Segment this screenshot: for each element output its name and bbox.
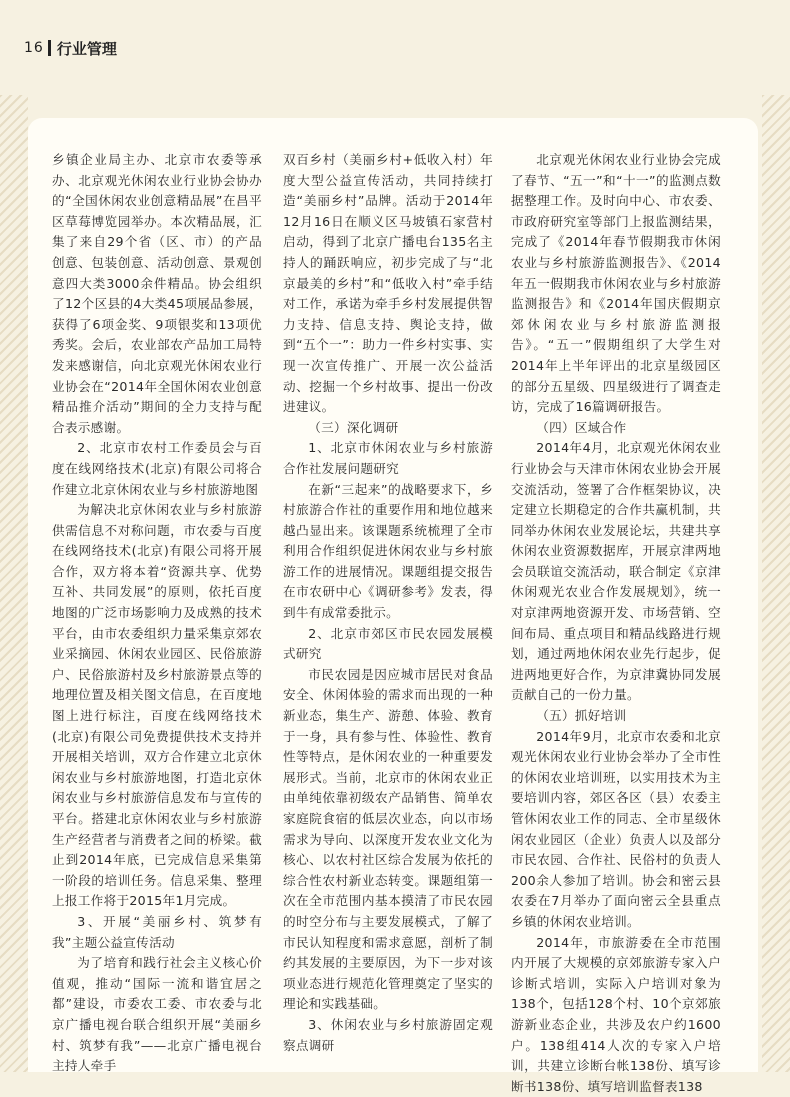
paragraph: 在新“三起来”的战略要求下，乡村旅游合作社的重要作用和地位越来越凸显出来。该课题系统梳理了全市利用合作组织促进休闲农业与乡村旅游工作的进展情况。课题组提交报告在市农研中心《调研参考》发表，得到牛有成常委批示。 (283, 481, 493, 621)
text-column-2 (283, 150, 493, 1056)
paragraph: 双百乡村（美丽乡村+低收入村）年度大型公益宣传活动，共同持续打造“美丽乡村”品牌。活动于2014年12月16日在顺义区马坡镇石家营村启动，得到了北京广播电台135名主持人的踊跃响应，初步完成了与“北京最美的乡村”和“低收入村”牵手结对工作，承诺为牵手乡村发展提供智力支持、信息支持、舆论支持，做到“五个一”：助力一件乡村实事、实现一次宣传推广、开展一次公益活动、挖掘一个乡村故事、提出一份改进建议。 (283, 152, 493, 415)
paragraph: 为解决北京休闲农业与乡村旅游供需信息不对称问题，市农委与百度在线网络技术(北京)有限公司将开展合作，双方将本着“资源共享、优势互补、共同发展”的原则，依托百度地图的广泛市场影响力及成熟的技术平台，由市农委组织力量采集京郊农业采摘园、休闲农业园区、民俗旅游户、民俗旅游村及乡村旅游景点等的地理位置及相关图文信息，在百度地图上进行标注，百度在线网络技术(北京)有限公司免费提供技术支持并开展相关培训，双方合作建立北京休闲农业与乡村旅游地图，打造北京休闲农业与乡村旅游信息发布与宣传的平台。搭建北京休闲农业与乡村旅游生产经营者与消费者之间的桥梁。截止到2014年底，已完成信息采集第一阶段的培训任务。信息采集、整理上报工作将于2015年1月完成。 (52, 502, 262, 909)
paragraph: 市民农园是因应城市居民对食品安全、休闲体验的需求而出现的一种新业态，集生产、游憩、体验、教育于一身，具有参与性、体验性、教育性等特点，是休闲农业的一种重要发展形式。当前，北京市的休闲农业正由单纯依靠初级农产品销售、简单农家庭院食宿的低层次业态，向以市场需求为导向、以深度开发农业文化为核心、以农村社区综合发展为依托的综合性农村新业态转变。课题组第一次在全市范围内基本摸清了市民农园的时空分布与主要发展模式，了解了市民认知程度和需求意愿，剖析了制约其发展的主要原因，为下一步对该项业态进行规范化管理奠定了坚实的理论和实践基础。 (283, 666, 493, 1012)
paragraph: 乡镇企业局主办、北京市农委等承办、北京观光休闲农业行业协会协办的“全国休闲农业创意精品展”在昌平区草莓博览园举办。本次精品展，汇集了来自29个省（区、市）的产品创意、包装创意、活动创意、景观创意四大类3000余件精品。协会组织了12个区县的4大类45项展品参展，获得了6项金奖、9项银奖和13项优秀奖。会后，农业部农产品加工局特发来感谢信，向北京观光休闲农业行业协会在“2014年全国休闲农业创意精品推介活动”期间的全力支持与配合表示感谢。 (52, 152, 262, 435)
paragraph: 2014年，市旅游委在全市范围内开展了大规模的京郊旅游专家入户诊断式培训，实际入户培训对象为138个，包括128个村、10个京郊旅游新业态企业，共涉及农户约1600户。138组414人次的专家入户培训，共建立诊断台帐138份、填写诊断书138份、填写培训监督表138 (511, 934, 721, 1094)
section-title: 行业管理 (56, 39, 117, 58)
subheading: 1、北京市休闲农业与乡村旅游合作社发展问题研究 (283, 440, 493, 476)
header-divider (48, 40, 51, 56)
page-header (24, 38, 117, 58)
paragraph: 2014年9月，北京市农委和北京观光休闲农业行业协会举办了全市性的休闲农业培训班，以实用技术为主要培训内容，郊区各区（县）农委主管休闲农业工作的同志、全市星级休闲农业园区（企业）负责人以及部分市民农园、合作社、民俗村的负责人200余人参加了培训。协会和密云县农委在7月举办了面向密云全县重点乡镇的休闲农业培训。 (511, 728, 721, 929)
subheading: 3、休闲农业与乡村旅游固定观察点调研 (283, 1016, 493, 1053)
subheading: 2、北京市农村工作委员会与百度在线网络技术(北京)有限公司将合作建立北京休闲农业与乡村旅游地图 (52, 440, 262, 497)
paragraph: 北京观光休闲农业行业协会完成了春节、“五一”和“十一”的监测点数据整理工作。及时向中心、市农委、市政府研究室等部门上报监测结果，完成了《2014年春节假期我市休闲农业与乡村旅游监测报告》、《2014年五一假期我市休闲农业与乡村旅游监测报告》和《2014年国庆假期京郊休闲农业与乡村旅游监测报告》。“五一”假期组织了大学生对2014年上半年评出的北京星级园区的部分五星级、四星级进行了调查走访，完成了16篇调研报告。 (511, 152, 721, 415)
decorative-stripe-right (762, 95, 790, 1072)
subheading: 2、北京市郊区市民农园发展模式研究 (283, 625, 493, 662)
paragraph: 2014年4月，北京观光休闲农业行业协会与天津市休闲农业协会开展交流活动，签署了合作框架协议，决定建立长期稳定的合作共赢机制，共同举办休闲农业发展论坛，共建共享休闲农业资源数据库，开展京津两地会员联谊交流活动，联合制定《京津休闲观光农业合作发展规划》，统一对京津两地资源开发、市场营销、空间布局、重点项目和精品线路进行规划，通过两地休闲农业先行起步，促进两地更好合作，为京津冀协同发展贡献自己的一份力量。 (511, 440, 721, 703)
subheading: （四）区域合作 (536, 419, 627, 435)
subheading: （三）深化调研 (308, 419, 399, 435)
text-column-1 (52, 150, 262, 1077)
subheading: （五）抓好培训 (536, 708, 627, 724)
decorative-stripe-left (0, 95, 28, 1072)
text-column-3 (511, 150, 721, 1097)
page-number: 16 (24, 40, 44, 56)
subheading: 3、开展“美丽乡村、筑梦有我”主题公益宣传活动 (52, 913, 262, 950)
paragraph: 为了培育和践行社会主义核心价值观，推动“国际一流和谐宜居之都”建设，市委农工委、市农委与北京广播电视台联合组织开展“美丽乡村、筑梦有我”——北京广播电视台主持人牵手 (52, 955, 262, 1074)
